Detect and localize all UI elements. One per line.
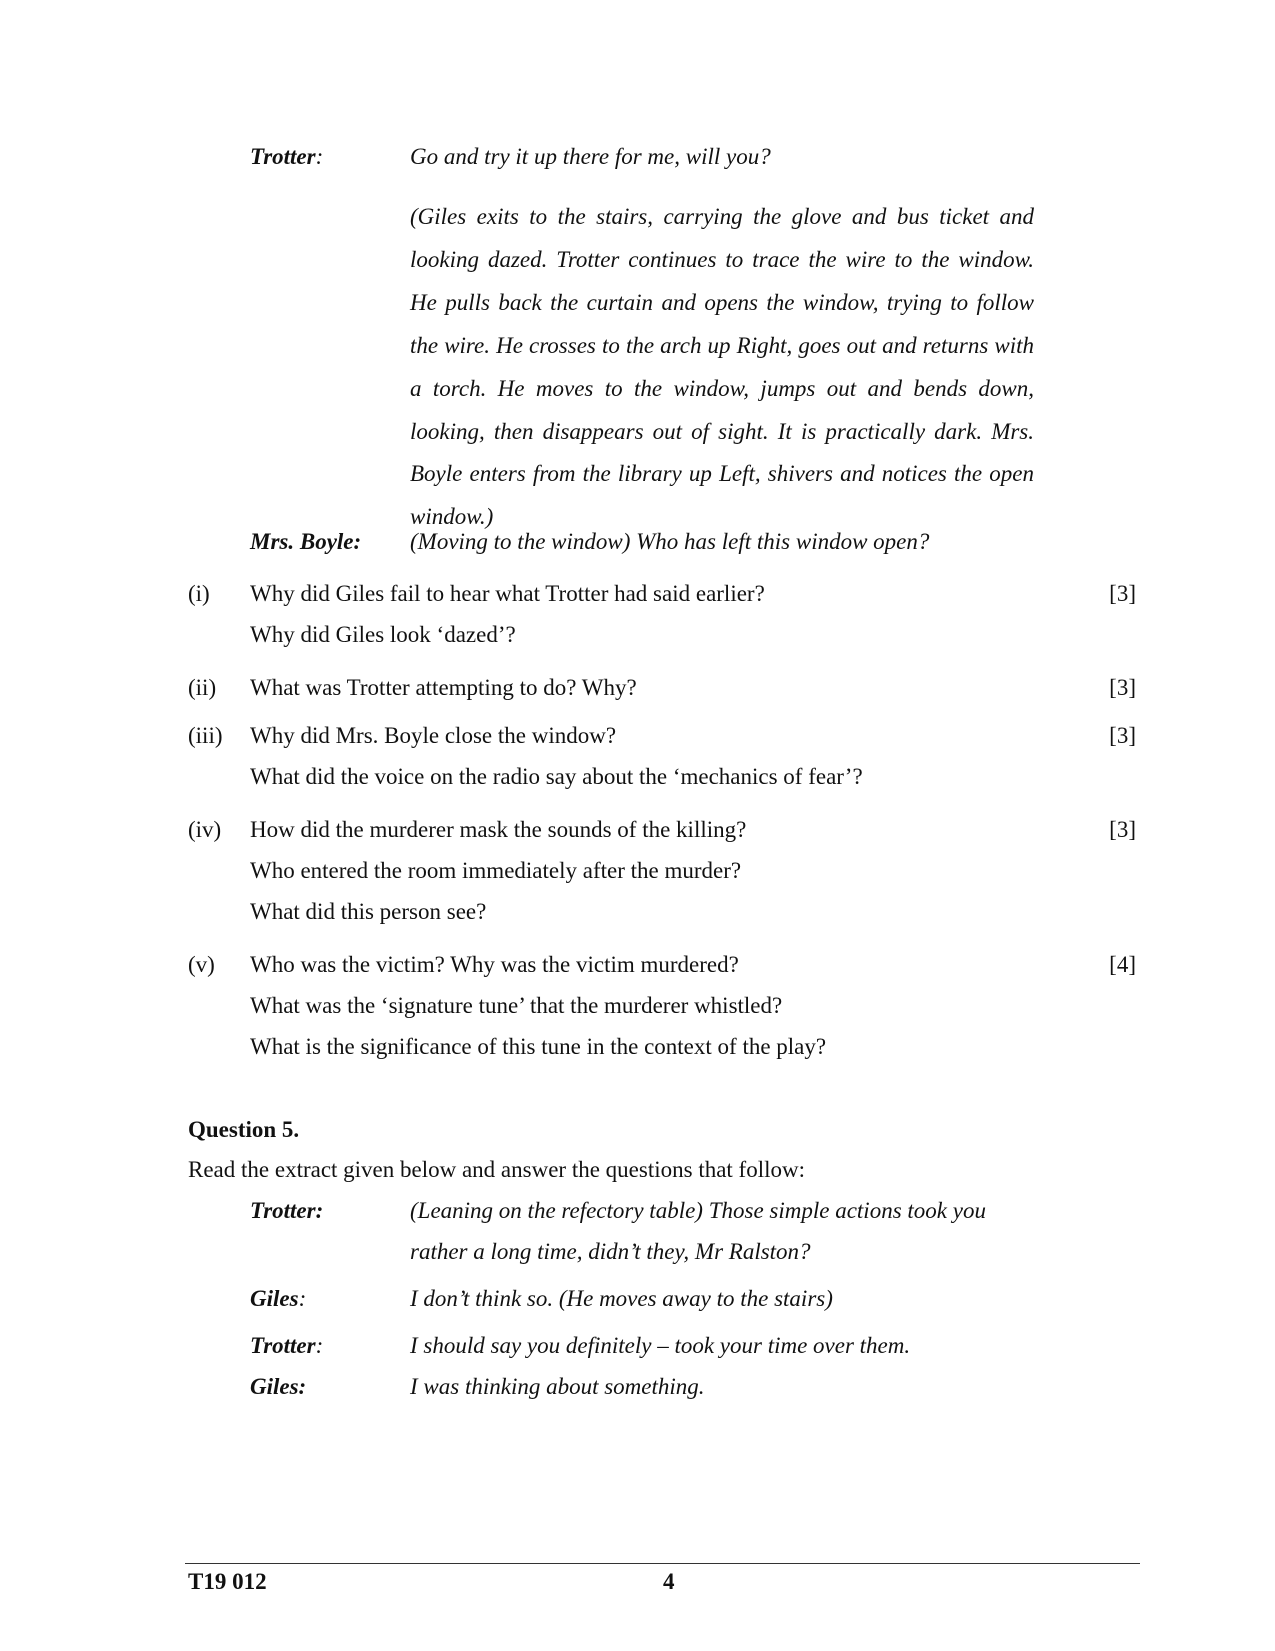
question-line: What did the voice on the radio say about the ‘mechanics of fear’? — [250, 764, 863, 789]
speaker-trotter — [250, 1333, 323, 1359]
speaker-colon: : — [315, 1333, 324, 1358]
question-number: (i) — [188, 581, 210, 606]
question-line: Why did Giles fail to hear what Trotter had said earlier? — [250, 581, 765, 606]
stage-direction: (Giles exits to the stairs, carrying the glove and bus ticket and looking dazed. Trotter continues to trace the wire to the window. He pulls back the curtain and opens the window, trying to follow the wire. He crosses to the arch up Right, goes out and returns with a torch. He moves to the window, jumps out and bends down, looking, then disappears out of sight. It is practically dark. Mrs. Boyle enters from the library up Left, shivers and notices the open window.) — [410, 204, 1034, 530]
question-line: What was the ‘signature tune’ that the murderer whistled? — [250, 993, 783, 1018]
question-marks: [3] — [1109, 581, 1136, 606]
dialogue-line: (Leaning on the refectory table) Those simple actions took you — [410, 1198, 986, 1223]
question-5-intro: Read the extract given below and answer the questions that follow: — [188, 1157, 805, 1182]
speaker-name: Trotter — [250, 144, 316, 169]
question-line: What is the significance of this tune in the context of the play? — [250, 1034, 827, 1059]
question-5-heading: Question 5. — [188, 1117, 300, 1142]
dialogue-line: (Moving to the window) Who has left this window open? — [410, 529, 930, 554]
speaker-name: Giles — [250, 1286, 299, 1311]
dialogue-line: rather a long time, didn’t they, Mr Ralston? — [410, 1239, 811, 1264]
speaker-trotter — [250, 144, 323, 170]
question-marks: [3] — [1109, 723, 1136, 748]
dialogue-line: Go and try it up there for me, will you? — [410, 144, 771, 169]
speaker-giles — [250, 1286, 306, 1312]
dialogue-line: I should say you definitely – took your time over them. — [410, 1333, 911, 1358]
question-number: (v) — [188, 952, 215, 977]
footer-divider — [185, 1563, 1140, 1564]
question-marks: [4] — [1109, 952, 1136, 977]
speaker-colon: : — [315, 144, 324, 169]
question-line: What was Trotter attempting to do? Why? — [250, 675, 637, 700]
question-number: (ii) — [188, 675, 217, 700]
question-line: Why did Mrs. Boyle close the window? — [250, 723, 617, 748]
speaker-name: Trotter — [250, 1333, 316, 1358]
page-number: 4 — [663, 1569, 675, 1594]
dialogue-line: I was thinking about something. — [410, 1374, 705, 1399]
dialogue-line: I don’t think so. (He moves away to the stairs) — [410, 1286, 833, 1311]
speaker-giles: Giles: — [250, 1374, 307, 1399]
question-line: Who entered the room immediately after the murder? — [250, 858, 742, 883]
question-line: Why did Giles look ‘dazed’? — [250, 622, 516, 647]
question-marks: [3] — [1109, 675, 1136, 700]
question-line: What did this person see? — [250, 899, 487, 924]
speaker-colon: : — [298, 1286, 307, 1311]
speaker-trotter: Trotter: — [250, 1198, 324, 1223]
question-number: (iv) — [188, 817, 222, 842]
paper-code: T19 012 — [188, 1569, 267, 1594]
speaker-mrs-boyle: Mrs. Boyle: — [250, 529, 362, 554]
question-line: How did the murderer mask the sounds of the killing? — [250, 817, 747, 842]
question-line: Who was the victim? Why was the victim murdered? — [250, 952, 739, 977]
question-number: (iii) — [188, 723, 223, 748]
question-marks: [3] — [1109, 817, 1136, 842]
